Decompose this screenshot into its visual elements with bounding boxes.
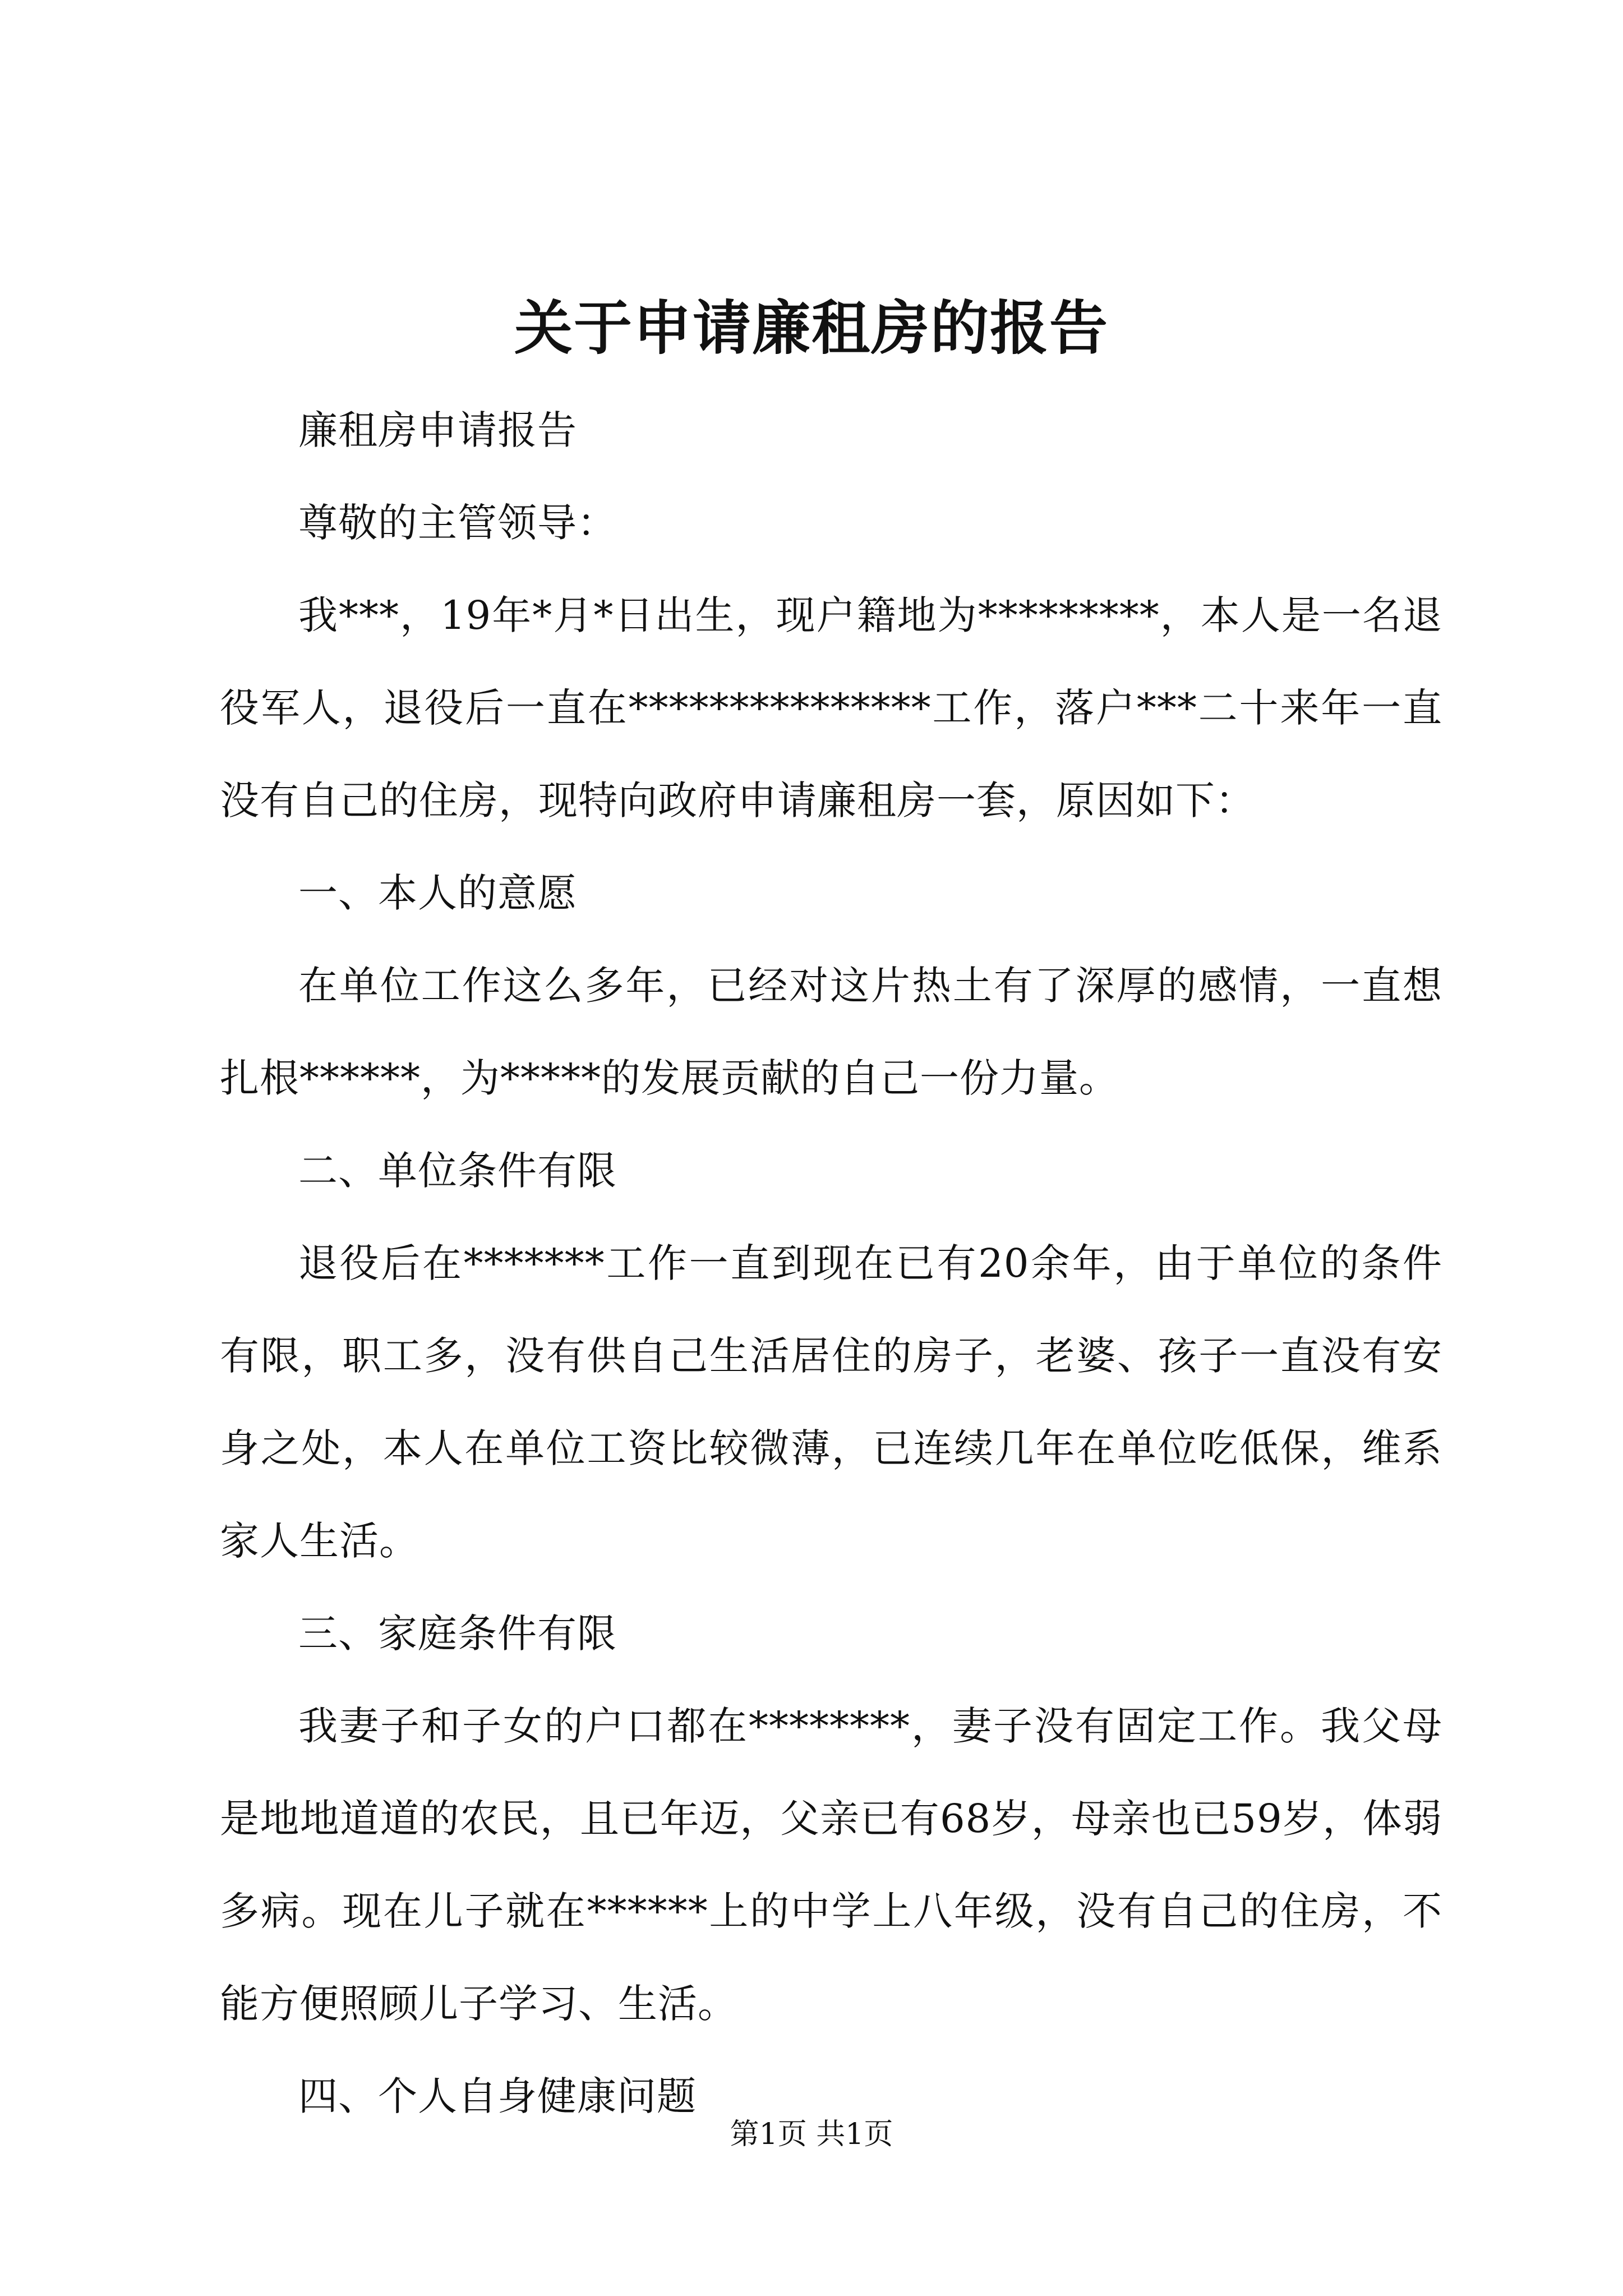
section-heading-1: 一、本人的意愿 — [298, 870, 577, 916]
page-number-footer: 第1页 共1页 — [730, 2118, 893, 2151]
paragraph-salutation: 尊敬的主管领导： — [298, 500, 617, 546]
paragraph-section-3: 我妻子和子女的户口都在********，妻子没有固定工作。我父母是地地道道的农民，且已年迈，父亲已有68岁，母亲也已59岁，体弱多病。现在儿子就在******上的中学上八年级，没有自己的住房，不能方便照顾儿子学习、生活。 — [220, 1703, 1442, 2027]
document-body — [220, 384, 1442, 2143]
section-heading-4: 四、个人自身健康问题 — [298, 2073, 697, 2119]
paragraph-intro: 我***，19年*月*日出生，现户籍地为*********，本人是一名退役军人，退役后一直在***************工作，落户***二十来年一直没有自己的住房，现特向政府申请廉租房一套，原因如下： — [220, 592, 1442, 823]
section-heading-3: 三、家庭条件有限 — [298, 1611, 617, 1657]
section-heading-2: 二、单位条件有限 — [298, 1148, 617, 1194]
paragraph-section-1: 在单位工作这么多年，已经对这片热土有了深厚的感情，一直想扎根******，为*****的发展贡献的自己一份力量。 — [220, 963, 1442, 1101]
paragraph-subtitle: 廉租房申请报告 — [298, 407, 577, 453]
paragraph-section-2: 退役后在*******工作一直到现在已有20余年，由于单位的条件有限，职工多，没有供自己生活居住的房子，老婆、孩子一直没有安身之处，本人在单位工资比较微薄，已连续几年在单位吃低保，维系家人生活。 — [220, 1240, 1442, 1564]
document-title: 关于申请廉租房的报告 — [514, 293, 1109, 362]
